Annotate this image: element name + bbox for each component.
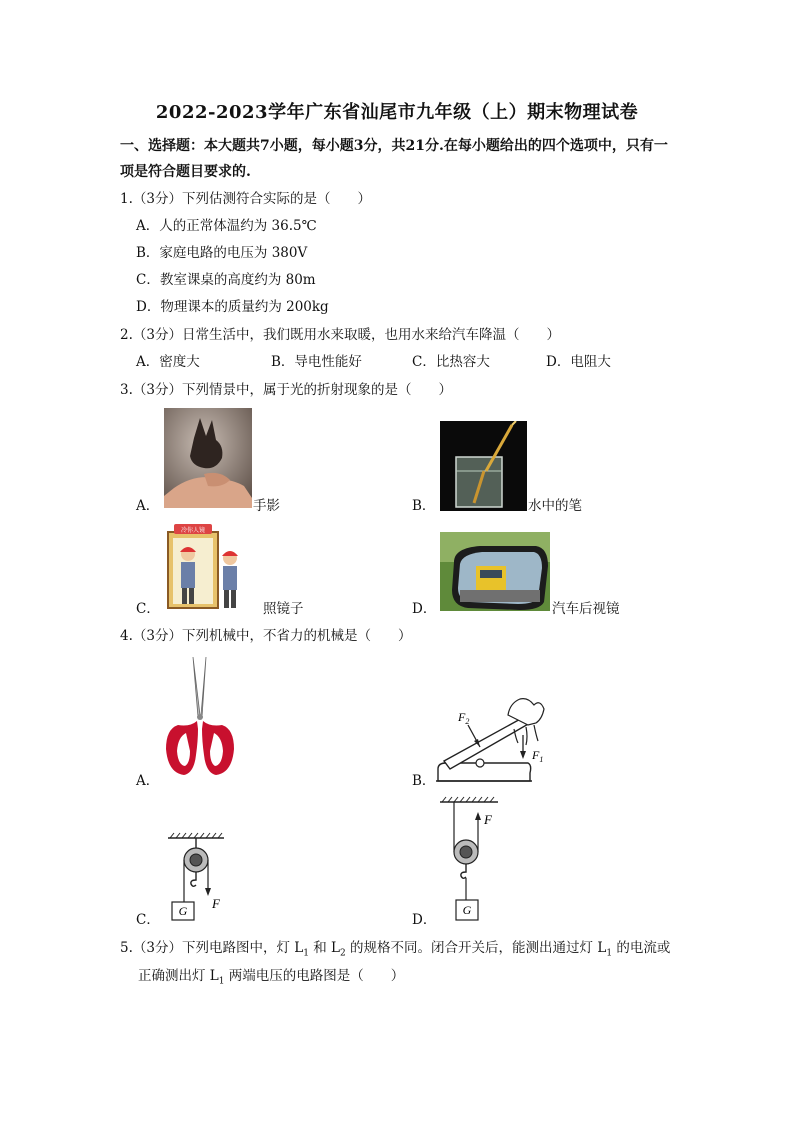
q3-option-b[interactable]: B．	[412, 498, 436, 514]
question-3-stem: 3.（3分）下列情景中，属于光的折射现象的是（ ）	[120, 382, 452, 398]
section-heading-line2: 项是符合题目要求的.	[120, 164, 251, 180]
q3-caption-a: 手影	[253, 498, 280, 514]
weight-label-d: G	[462, 903, 472, 917]
label-f1: $F_1$	[532, 748, 544, 764]
q4-option-c[interactable]: C．	[136, 912, 160, 928]
q2-option-a[interactable]: A．密度大	[136, 354, 200, 370]
question-5-stem-line2: 正确测出灯 $L_1$ 两端电压的电路图是（ ）	[138, 968, 405, 987]
q4-option-a[interactable]: A．	[136, 773, 160, 789]
weight-label-c: G	[178, 904, 188, 918]
fixed-pulley-image	[160, 830, 240, 925]
movable-pulley-image	[436, 796, 516, 926]
hand-shadow-image	[164, 408, 252, 508]
clip-lever-image	[432, 695, 562, 785]
q2-option-b[interactable]: B．导电性能好	[271, 354, 362, 370]
question-5-stem-line1: 5.（3分）下列电路图中，灯 $L_1$ 和 $L_2$ 的规格不同。闭合开关后，能测出通过灯 $L_1$ 的电流或	[120, 940, 671, 959]
mirror-sign-text: 冷你人镜	[180, 528, 206, 534]
q1-option-b[interactable]: B．家庭电路的电压为 380V	[136, 245, 308, 261]
question-4-stem: 4.（3分）下列机械中，不省力的机械是（ ）	[120, 628, 412, 644]
section-heading-line1: 一、选择题：本大题共7小题，每小题3分，共21分.在每小题给出的四个选项中，只有一	[120, 138, 668, 154]
scissors-image	[160, 655, 240, 780]
q2-option-c[interactable]: C．比热容大	[412, 354, 490, 370]
q1-option-d[interactable]: D．物理课本的质量约为 200kg	[136, 299, 329, 315]
label-f2: $F_2$	[458, 710, 470, 726]
q1-option-c[interactable]: C．教室课桌的高度约为 80m	[136, 272, 316, 288]
q3-caption-b: 水中的笔	[528, 498, 582, 514]
q3-caption-d: 汽车后视镜	[552, 601, 620, 617]
q4-option-d[interactable]: D．	[412, 912, 437, 928]
question-2-stem: 2.（3分）日常生活中，我们既用水来取暖，也用水来给汽车降温（ ）	[120, 327, 560, 343]
q2-option-d[interactable]: D．电阻大	[546, 354, 611, 370]
q4-option-b[interactable]: B．	[412, 773, 436, 789]
q3-caption-c: 照镜子	[263, 601, 304, 617]
q3-option-d[interactable]: D．	[412, 601, 437, 617]
q3-option-c[interactable]: C．	[136, 601, 160, 617]
mirror-cartoon-image	[164, 524, 256, 610]
q3-option-a[interactable]: A．	[136, 498, 160, 514]
force-label-c: F	[212, 896, 220, 911]
question-1-stem: 1.（3分）下列估测符合实际的是（ ）	[120, 191, 371, 207]
pen-in-water-image	[440, 421, 527, 511]
rearview-mirror-image	[440, 532, 550, 611]
force-label-d: F	[484, 812, 492, 827]
page-title: 2022-2023学年广东省汕尾市九年级（上）期末物理试卷	[155, 102, 639, 123]
q1-option-a[interactable]: A．人的正常体温约为 36.5℃	[136, 218, 317, 234]
